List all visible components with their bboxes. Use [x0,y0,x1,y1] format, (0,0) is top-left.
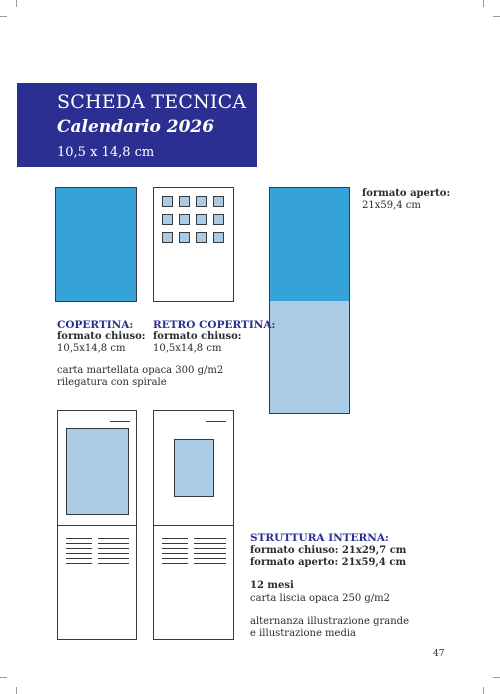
calendar-size: 10,5 x 14,8 cm [57,145,155,160]
month-thumbnail [179,196,190,207]
month-thumbnail [213,196,224,207]
internal-paper: carta liscia opaca 250 g/m2 [250,593,390,604]
header-line [206,421,226,422]
text-line [66,563,92,564]
back-cover-label: RETRO COPERTINA: [153,319,276,331]
text-line [162,563,188,564]
text-line [66,558,92,559]
text-line [162,538,188,539]
header-line [110,421,130,422]
open-format-top [270,188,349,301]
open-format-value: 21x59,4 cm [362,200,421,211]
text-line [194,553,226,554]
month-thumbnail [196,232,207,243]
text-line [98,548,129,549]
internal-alternation-1: alternanza illustrazione grande [250,616,409,627]
fold-line [154,525,233,526]
month-thumbnail [162,214,173,225]
cover-closed-value: 10,5x14,8 cm [57,343,126,354]
text-line [98,553,129,554]
text-line [194,538,226,539]
cover-front-fill [56,188,136,301]
open-format-bottom [270,301,349,413]
text-line [98,558,129,559]
text-line [98,543,129,544]
binding-note: rilegatura con spirale [57,377,167,388]
text-line [66,538,92,539]
crop-mark [16,687,17,694]
open-format-diagram [269,187,350,414]
internal-closed-format: formato chiuso: 21x29,7 cm [250,545,407,556]
crop-mark [493,16,500,17]
calendar-subtitle: Calendario 2026 [57,117,215,137]
back-cover-closed-value: 10,5x14,8 cm [153,343,222,354]
title-block [17,83,257,167]
text-line [66,548,92,549]
text-line [194,563,226,564]
back-cover-diagram [153,187,234,302]
crop-mark [0,677,7,678]
page-title: SCHEDA TECNICA [57,91,247,113]
text-line [162,543,188,544]
paper-note: carta martellata opaca 300 g/m2 [57,365,224,376]
crop-mark [483,687,484,694]
text-line [98,563,129,564]
open-format-label: formato aperto: [362,188,451,199]
internal-alternation-2: e illustrazione media [250,628,357,639]
internal-months: 12 mesi [250,580,294,591]
month-thumbnail [213,214,224,225]
text-line [162,548,188,549]
cover-closed-label: formato chiuso: [57,331,146,342]
crop-mark [16,0,17,7]
text-line [66,543,92,544]
text-line [162,553,188,554]
internal-page-medium-illustration [153,410,234,640]
month-thumbnail [162,232,173,243]
cover-label: COPERTINA: [57,319,134,331]
page-number: 47 [433,649,445,659]
month-thumbnail [162,196,173,207]
month-thumbnail [179,214,190,225]
medium-illustration [174,439,214,497]
cover-front-diagram [55,187,137,302]
back-cover-closed-label: formato chiuso: [153,331,242,342]
internal-open-format: formato aperto: 21x59,4 cm [250,557,407,568]
text-line [194,558,226,559]
text-line [194,548,226,549]
crop-mark [493,677,500,678]
crop-mark [0,16,7,17]
text-line [98,538,129,539]
internal-structure-label: STRUTTURA INTERNA: [250,532,389,544]
text-line [194,543,226,544]
internal-page-large-illustration [57,410,137,640]
month-thumbnail [196,214,207,225]
fold-line [58,525,136,526]
month-thumbnail [196,196,207,207]
crop-mark [483,0,484,7]
month-thumbnail [213,232,224,243]
text-line [66,553,92,554]
text-line [162,558,188,559]
month-thumbnail [179,232,190,243]
large-illustration [66,428,129,515]
